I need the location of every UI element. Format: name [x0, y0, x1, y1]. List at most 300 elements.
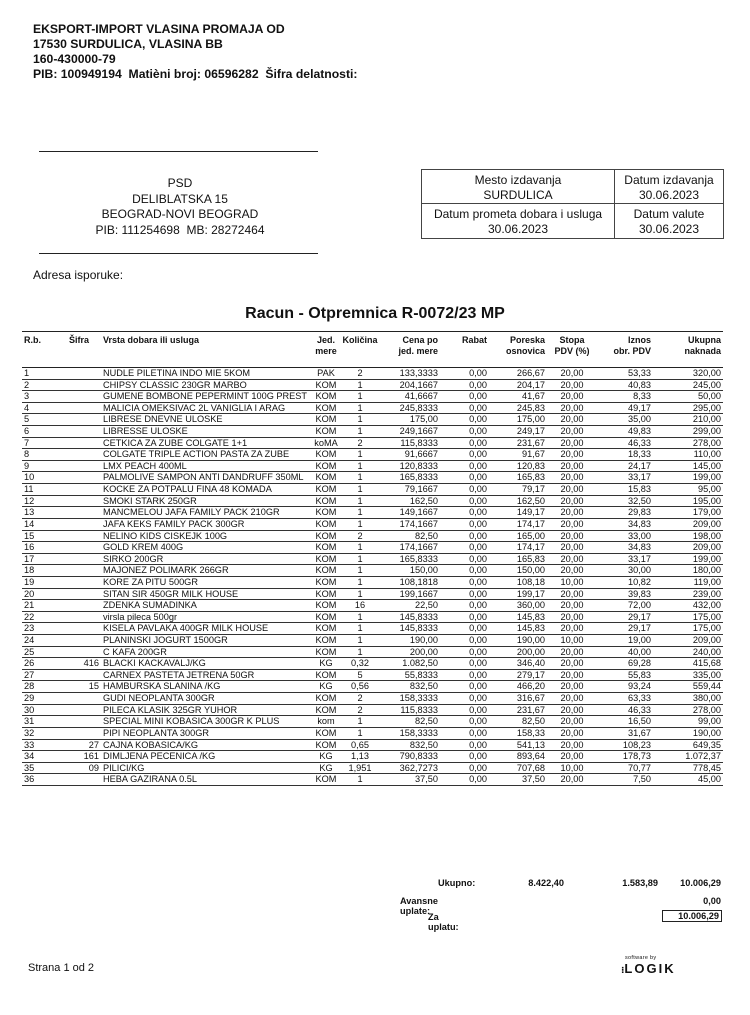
cell-pdv: 93,24 — [597, 681, 653, 693]
cell-sifra — [67, 669, 101, 681]
cell-rabat: 0,00 — [440, 379, 489, 391]
buyer-ids: PIB: 111254698 MB: 28272464 — [95, 222, 265, 237]
cell-kol: 1,13 — [340, 751, 380, 763]
cell-cena: 37,50 — [380, 774, 440, 786]
cell-sifra — [67, 704, 101, 716]
software-label: software by — [625, 955, 657, 961]
cell-ukupno: 778,45 — [653, 762, 723, 774]
cell-osnovica: 266,67 — [489, 368, 547, 380]
cell-kol: 0,56 — [340, 681, 380, 693]
cell-sifra — [67, 449, 101, 461]
issuer-ids: PIB: 100949194 Matièni broj: 06596282 Šifra delatnosti: — [33, 67, 358, 81]
cell-osnovica: 149,17 — [489, 507, 547, 519]
cell-naziv: PLANINSKI JOGURT 1500GR — [101, 635, 312, 647]
issuer-block — [33, 22, 357, 82]
delivery-address-label: Adresa isporuke: — [33, 268, 124, 282]
cell-pdv: 24,17 — [597, 460, 653, 472]
cell-rb: 22 — [22, 611, 67, 623]
issue-date-value: 30.06.2023 — [638, 188, 700, 202]
col-header-cena: Cena po jed. mere — [380, 332, 440, 368]
cell-jm: KOM — [312, 623, 340, 635]
table-row — [22, 391, 723, 403]
cell-jm: KOM — [312, 414, 340, 426]
cell-jm: KOM — [312, 391, 340, 403]
cell-cena: 115,8333 — [380, 437, 440, 449]
cell-kol: 1 — [340, 402, 380, 414]
table-row — [22, 542, 723, 554]
cell-sifra — [67, 600, 101, 612]
cell-rabat: 0,00 — [440, 658, 489, 670]
col-header-jm: Jed. mere — [312, 332, 340, 368]
cell-rb: 36 — [22, 774, 67, 786]
cell-sifra — [67, 426, 101, 438]
cell-kol: 1 — [340, 611, 380, 623]
cell-rabat: 0,00 — [440, 553, 489, 565]
total-osnovica: 8.422,40 — [528, 878, 564, 888]
cell-naziv: PILECA KLASIK 325GR YUHOR — [101, 704, 312, 716]
cell-cena: 790,8333 — [380, 751, 440, 763]
cell-rabat: 0,00 — [440, 472, 489, 484]
cell-naziv: GUMENE BOMBONE PEPERMINT 100G PREST — [101, 391, 312, 403]
cell-stopa: 20,00 — [547, 727, 597, 739]
cell-jm: KG — [312, 658, 340, 670]
cell-osnovica: 108,18 — [489, 576, 547, 588]
cell-ukupno: 239,00 — [653, 588, 723, 600]
cell-rb: 17 — [22, 553, 67, 565]
cell-cena: 145,8333 — [380, 623, 440, 635]
buyer-name: PSD — [167, 176, 193, 190]
cell-cena: 174,1667 — [380, 542, 440, 554]
cell-ukupno: 199,00 — [653, 553, 723, 565]
cell-osnovica: 158,33 — [489, 727, 547, 739]
col-header-ukupno: Ukupna naknada — [653, 332, 723, 368]
cell-ukupno: 1.072,37 — [653, 751, 723, 763]
amount-due-value: 10.006,29 — [662, 910, 722, 922]
cell-rabat: 0,00 — [440, 693, 489, 705]
cell-rabat: 0,00 — [440, 542, 489, 554]
cell-stopa: 20,00 — [547, 553, 597, 565]
table-row — [22, 379, 723, 391]
cell-naziv: GOLD KREM 400G — [101, 542, 312, 554]
cell-jm: kom — [312, 716, 340, 728]
cell-kol: 0,32 — [340, 658, 380, 670]
buyer-block — [40, 176, 320, 238]
cell-osnovica: 41,67 — [489, 391, 547, 403]
cell-sifra — [67, 437, 101, 449]
cell-rb: 13 — [22, 507, 67, 519]
cell-naziv: HEBA GAZIRANA 0.5L — [101, 774, 312, 786]
cell-stopa: 20,00 — [547, 588, 597, 600]
cell-rabat: 0,00 — [440, 762, 489, 774]
cell-kol: 1,951 — [340, 762, 380, 774]
cell-rabat: 0,00 — [440, 518, 489, 530]
cell-rb: 2 — [22, 379, 67, 391]
cell-ukupno: 209,00 — [653, 518, 723, 530]
cell-jm: KOM — [312, 507, 340, 519]
cell-stopa: 20,00 — [547, 646, 597, 658]
cell-ukupno: 245,00 — [653, 379, 723, 391]
issue-date-cell — [615, 173, 723, 203]
cell-stopa: 20,00 — [547, 623, 597, 635]
cell-cena: 249,1667 — [380, 426, 440, 438]
cell-kol: 2 — [340, 437, 380, 449]
cell-ukupno: 320,00 — [653, 368, 723, 380]
cell-osnovica: 82,50 — [489, 716, 547, 728]
cell-rabat: 0,00 — [440, 716, 489, 728]
cell-naziv: SPECIAL MINI KOBASICA 300GR K PLUS — [101, 716, 312, 728]
cell-naziv: NUDLE PILETINA INDO MIE 5KOM — [101, 368, 312, 380]
table-row — [22, 460, 723, 472]
cell-osnovica: 175,00 — [489, 414, 547, 426]
total-pdv: 1.583,89 — [622, 878, 658, 888]
cell-osnovica: 245,83 — [489, 402, 547, 414]
cell-jm: KOM — [312, 379, 340, 391]
cell-rb: 9 — [22, 460, 67, 472]
cell-rb: 3 — [22, 391, 67, 403]
cell-stopa: 20,00 — [547, 472, 597, 484]
cell-rabat: 0,00 — [440, 576, 489, 588]
cell-osnovica: 707,68 — [489, 762, 547, 774]
software-logo — [621, 955, 676, 976]
cell-rb: 8 — [22, 449, 67, 461]
trade-date-cell — [422, 207, 614, 237]
cell-sifra — [67, 565, 101, 577]
cell-sifra — [67, 402, 101, 414]
info-divider-horizontal — [422, 203, 723, 204]
cell-sifra — [67, 576, 101, 588]
table-row — [22, 623, 723, 635]
table-row — [22, 484, 723, 496]
cell-stopa: 20,00 — [547, 681, 597, 693]
cell-stopa: 10,00 — [547, 635, 597, 647]
col-header-rb: R.b. — [22, 332, 67, 368]
cell-rb: 11 — [22, 484, 67, 496]
cell-osnovica: 541,13 — [489, 739, 547, 751]
cell-osnovica: 165,83 — [489, 472, 547, 484]
cell-naziv: DIMLJENA PECENICA /KG — [101, 751, 312, 763]
cell-stopa: 20,00 — [547, 693, 597, 705]
cell-sifra — [67, 472, 101, 484]
cell-pdv: 72,00 — [597, 600, 653, 612]
cell-osnovica: 204,17 — [489, 379, 547, 391]
cell-jm: KOM — [312, 576, 340, 588]
cell-osnovica: 165,83 — [489, 553, 547, 565]
cell-naziv: PALMOLIVE SAMPON ANTI DANDRUFF 350ML — [101, 472, 312, 484]
cell-cena: 162,50 — [380, 495, 440, 507]
cell-naziv: MALICIA OMEKSIVAC 2L VANIGLIA I ARAG — [101, 402, 312, 414]
cell-kol: 16 — [340, 600, 380, 612]
cell-stopa: 20,00 — [547, 716, 597, 728]
cell-rb: 23 — [22, 623, 67, 635]
col-header-kol: Količina — [340, 332, 380, 368]
cell-rb: 35 — [22, 762, 67, 774]
cell-pdv: 34,83 — [597, 518, 653, 530]
cell-pdv: 39,83 — [597, 588, 653, 600]
table-row — [22, 635, 723, 647]
cell-stopa: 20,00 — [547, 368, 597, 380]
cell-rb: 1 — [22, 368, 67, 380]
cell-rabat: 0,00 — [440, 704, 489, 716]
cell-pdv: 18,33 — [597, 449, 653, 461]
cell-pdv: 8,33 — [597, 391, 653, 403]
cell-cena: 22,50 — [380, 600, 440, 612]
cell-rabat: 0,00 — [440, 565, 489, 577]
cell-sifra — [67, 368, 101, 380]
cell-cena: 79,1667 — [380, 484, 440, 496]
table-row — [22, 414, 723, 426]
cell-naziv: C KAFA 200GR — [101, 646, 312, 658]
cell-osnovica: 190,00 — [489, 635, 547, 647]
cell-kol: 1 — [340, 460, 380, 472]
cell-osnovica: 231,67 — [489, 437, 547, 449]
cell-jm: KOM — [312, 402, 340, 414]
cell-rabat: 0,00 — [440, 681, 489, 693]
cell-pdv: 29,17 — [597, 623, 653, 635]
issue-info-box — [421, 169, 724, 239]
table-row — [22, 553, 723, 565]
cell-rb: 25 — [22, 646, 67, 658]
cell-sifra — [67, 414, 101, 426]
cell-kol: 2 — [340, 693, 380, 705]
cell-rabat: 0,00 — [440, 739, 489, 751]
total-label: Ukupno: — [438, 878, 476, 888]
cell-jm: KOM — [312, 635, 340, 647]
cell-ukupno: 95,00 — [653, 484, 723, 496]
cell-cena: 158,3333 — [380, 693, 440, 705]
cell-pdv: 40,83 — [597, 379, 653, 391]
cell-naziv: JAFA KEKS FAMILY PACK 300GR — [101, 518, 312, 530]
cell-stopa: 20,00 — [547, 542, 597, 554]
cell-ukupno: 180,00 — [653, 565, 723, 577]
table-row — [22, 565, 723, 577]
cell-rabat: 0,00 — [440, 669, 489, 681]
cell-naziv: LMX PEACH 400ML — [101, 460, 312, 472]
buyer-top-rule — [39, 151, 318, 152]
table-row — [22, 530, 723, 542]
cell-jm: KOM — [312, 484, 340, 496]
cell-osnovica: 466,20 — [489, 681, 547, 693]
cell-ukupno: 432,00 — [653, 600, 723, 612]
cell-rb: 31 — [22, 716, 67, 728]
cell-kol: 1 — [340, 507, 380, 519]
cell-kol: 1 — [340, 518, 380, 530]
cell-cena: 200,00 — [380, 646, 440, 658]
cell-rb: 15 — [22, 530, 67, 542]
table-header-row — [22, 332, 723, 368]
cell-naziv: HAMBURSKA SLANINA /KG — [101, 681, 312, 693]
cell-pdv: 29,17 — [597, 611, 653, 623]
cell-stopa: 20,00 — [547, 495, 597, 507]
cell-rb: 20 — [22, 588, 67, 600]
cell-rabat: 0,00 — [440, 751, 489, 763]
cell-jm: KOM — [312, 426, 340, 438]
cell-ukupno: 145,00 — [653, 460, 723, 472]
cell-jm: PAK — [312, 368, 340, 380]
cell-sifra — [67, 774, 101, 786]
cell-ukupno: 119,00 — [653, 576, 723, 588]
cell-kol: 2 — [340, 368, 380, 380]
cell-pdv: 49,83 — [597, 426, 653, 438]
table-row — [22, 600, 723, 612]
cell-osnovica: 231,67 — [489, 704, 547, 716]
cell-osnovica: 174,17 — [489, 542, 547, 554]
cell-rabat: 0,00 — [440, 774, 489, 786]
cell-stopa: 20,00 — [547, 484, 597, 496]
cell-rabat: 0,00 — [440, 402, 489, 414]
cell-pdv: 16,50 — [597, 716, 653, 728]
cell-pdv: 49,17 — [597, 402, 653, 414]
cell-naziv: NELINO KIDS CISKEJK 100G — [101, 530, 312, 542]
cell-rabat: 0,00 — [440, 530, 489, 542]
cell-jm: KOM — [312, 518, 340, 530]
cell-sifra: 161 — [67, 751, 101, 763]
cell-naziv: CAJNA KOBASICA/KG — [101, 739, 312, 751]
cell-ukupno: 50,00 — [653, 391, 723, 403]
cell-rb: 6 — [22, 426, 67, 438]
cell-pdv: 30,00 — [597, 565, 653, 577]
cell-kol: 1 — [340, 716, 380, 728]
cell-sifra — [67, 635, 101, 647]
cell-ukupno: 559,44 — [653, 681, 723, 693]
table-row — [22, 495, 723, 507]
cell-ukupno: 175,00 — [653, 623, 723, 635]
cell-sifra — [67, 588, 101, 600]
cell-cena: 165,8333 — [380, 553, 440, 565]
cell-naziv: GUDI NEOPLANTA 300GR — [101, 693, 312, 705]
cell-pdv: 63,33 — [597, 693, 653, 705]
cell-rabat: 0,00 — [440, 449, 489, 461]
cell-rb: 12 — [22, 495, 67, 507]
cell-sifra — [67, 518, 101, 530]
cell-kol: 1 — [340, 635, 380, 647]
table-row — [22, 646, 723, 658]
cell-kol: 1 — [340, 646, 380, 658]
cell-rb: 5 — [22, 414, 67, 426]
table-row — [22, 669, 723, 681]
cell-cena: 832,50 — [380, 739, 440, 751]
cell-pdv: 29,83 — [597, 507, 653, 519]
cell-pdv: 108,23 — [597, 739, 653, 751]
cell-stopa: 20,00 — [547, 751, 597, 763]
cell-osnovica: 346,40 — [489, 658, 547, 670]
cell-naziv: CHIPSY CLASSIC 230GR MARBO — [101, 379, 312, 391]
table-row — [22, 472, 723, 484]
cell-osnovica: 145,83 — [489, 611, 547, 623]
cell-naziv: CARNEX PASTETA JETRENA 50GR — [101, 669, 312, 681]
cell-stopa: 20,00 — [547, 565, 597, 577]
cell-cena: 832,50 — [380, 681, 440, 693]
cell-rabat: 0,00 — [440, 437, 489, 449]
trade-date-label: Datum prometa dobara i usluga — [433, 207, 603, 221]
table-row — [22, 368, 723, 380]
cell-sifra — [67, 553, 101, 565]
cell-rabat: 0,00 — [440, 635, 489, 647]
cell-kol: 1 — [340, 588, 380, 600]
cell-cena: 1.082,50 — [380, 658, 440, 670]
cell-kol: 1 — [340, 774, 380, 786]
cell-rabat: 0,00 — [440, 507, 489, 519]
cell-kol: 5 — [340, 669, 380, 681]
place-value: SURDULICA — [483, 188, 553, 202]
cell-naziv: KOCKE ZA POTPALU FINA 48 KOMADA — [101, 484, 312, 496]
cell-stopa: 20,00 — [547, 414, 597, 426]
cell-cena: 41,6667 — [380, 391, 440, 403]
cell-pdv: 55,83 — [597, 669, 653, 681]
table-row — [22, 704, 723, 716]
cell-sifra — [67, 727, 101, 739]
cell-pdv: 33,17 — [597, 553, 653, 565]
table-row — [22, 774, 723, 786]
cell-pdv: 7,50 — [597, 774, 653, 786]
cell-rabat: 0,00 — [440, 414, 489, 426]
cell-rabat: 0,00 — [440, 588, 489, 600]
cell-pdv: 178,73 — [597, 751, 653, 763]
cell-ukupno: 190,00 — [653, 727, 723, 739]
cell-osnovica: 162,50 — [489, 495, 547, 507]
cell-ukupno: 240,00 — [653, 646, 723, 658]
buyer-bottom-rule — [39, 253, 318, 254]
cell-kol: 2 — [340, 530, 380, 542]
cell-ukupno: 278,00 — [653, 704, 723, 716]
cell-sifra — [67, 623, 101, 635]
cell-rb: 32 — [22, 727, 67, 739]
issuer-address: 17530 SURDULICA, VLASINA BB — [33, 37, 223, 51]
cell-rabat: 0,00 — [440, 460, 489, 472]
cell-cena: 158,3333 — [380, 727, 440, 739]
cell-cena: 204,1667 — [380, 379, 440, 391]
cell-ukupno: 295,00 — [653, 402, 723, 414]
table-row — [22, 449, 723, 461]
cell-pdv: 46,33 — [597, 437, 653, 449]
cell-jm: KOM — [312, 542, 340, 554]
cell-ukupno: 278,00 — [653, 437, 723, 449]
cell-rb: 18 — [22, 565, 67, 577]
table-row — [22, 751, 723, 763]
cell-sifra — [67, 460, 101, 472]
table-row — [22, 658, 723, 670]
cell-rb: 34 — [22, 751, 67, 763]
cell-rabat: 0,00 — [440, 727, 489, 739]
cell-pdv: 35,00 — [597, 414, 653, 426]
cell-osnovica: 279,17 — [489, 669, 547, 681]
cell-jm: koMA — [312, 437, 340, 449]
trade-date-value: 30.06.2023 — [487, 222, 549, 236]
cell-rb: 16 — [22, 542, 67, 554]
buyer-city: BEOGRAD-NOVI BEOGRAD — [101, 207, 259, 221]
cell-kol: 2 — [340, 704, 380, 716]
col-header-osnovica: Poreska osnovica — [489, 332, 547, 368]
cell-sifra — [67, 716, 101, 728]
cell-stopa: 20,00 — [547, 391, 597, 403]
cell-ukupno: 99,00 — [653, 716, 723, 728]
cell-jm: KG — [312, 751, 340, 763]
cell-jm: KOM — [312, 727, 340, 739]
items-table — [22, 331, 723, 786]
cell-rb: 28 — [22, 681, 67, 693]
cell-naziv: SIRKO 200GR — [101, 553, 312, 565]
cell-jm: KOM — [312, 646, 340, 658]
cell-ukupno: 175,00 — [653, 611, 723, 623]
cell-pdv: 31,67 — [597, 727, 653, 739]
cell-stopa: 20,00 — [547, 600, 597, 612]
cell-osnovica: 120,83 — [489, 460, 547, 472]
cell-kol: 1 — [340, 379, 380, 391]
table-row — [22, 576, 723, 588]
cell-rb: 19 — [22, 576, 67, 588]
cell-cena: 91,6667 — [380, 449, 440, 461]
cell-pdv: 70,77 — [597, 762, 653, 774]
cell-rabat: 0,00 — [440, 600, 489, 612]
